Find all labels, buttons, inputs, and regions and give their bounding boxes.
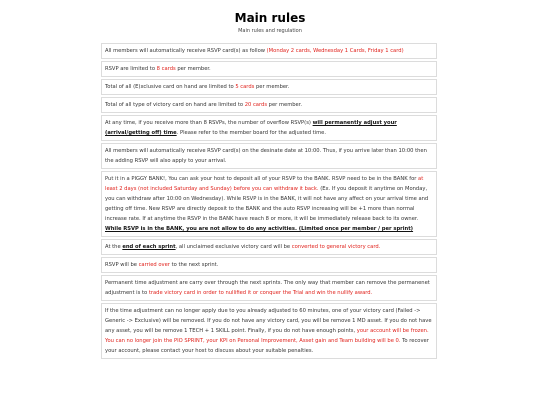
rule-text-segment: (Ex. If you deposit it anytime on Monday, you can withdraw after 10:00 on Wednesday). While RSVP is in the BANK, it will not have any affect on your arrival time and getting off time. New RSVP are directly deposit to the BANK and the auto RSVP increasing will be +1 more than normal increase rate. If at anytime the RSVP in the BANK have reach 8 or more, it will be immediately release back to its owner.: [105, 186, 429, 222]
rule-item: [101, 79, 437, 95]
rule-text-segment: All members will automatically receive RSVP card(s) as follow: [105, 48, 267, 54]
rule-text-segment: will permanently adjust your (arrival/getting off) time: [105, 120, 397, 136]
rule-text-segment: RSVP will be: [105, 262, 139, 268]
page-subtitle: Main rules and regulation: [238, 28, 302, 34]
rule-item: [101, 115, 437, 141]
rule-item: [101, 303, 437, 359]
rule-item: [101, 97, 437, 113]
rule-text-segment: While RSVP is in the BANK, you are not allow to do any activities. (Limited once per member / per sprint): [105, 226, 414, 232]
rule-text-segment: Total of all (E)xclusive card on hand are limited to: [105, 84, 236, 90]
rule-text-segment: carried over: [138, 262, 170, 268]
rule-text-segment: Permanent time adjustment are carry over through the next sprints. The only way that member can remove the permanenet adjustment is to: [105, 280, 430, 296]
rule-text-segment: per member.: [254, 84, 290, 90]
rule-text-segment: . Please refer to the member board for the adjusted time.: [176, 130, 327, 136]
rule-text-segment: Total of all type of victory card on hand are limited to: [105, 102, 245, 108]
rule-text-segment: 8 cards: [156, 66, 176, 72]
rule-text-segment: converted to general victory card.: [291, 244, 381, 250]
rule-item: [101, 61, 437, 77]
rule-text-segment: end of each sprint: [122, 244, 176, 250]
rule-item: [101, 43, 437, 59]
rule-text-segment: 20 cards: [244, 102, 268, 108]
rule-text-segment: RSVP are limited to: [105, 66, 157, 72]
page-title: Main rules: [234, 11, 306, 25]
rule-text-segment: To recover your account, please contact your host to discuss about your suitable penalties.: [105, 338, 429, 354]
rule-item: [101, 275, 437, 301]
rule-text-segment: per member.: [267, 102, 303, 108]
rule-text-segment: to the next sprint.: [169, 262, 219, 268]
rule-text-segment: per member.: [175, 66, 211, 72]
rule-text-segment: Put it in a PIGGY BANK!, You can ask your host to deposit all of your RSVP to the BANK. RSVP need to be in the BANK for: [105, 176, 419, 182]
rule-item: [101, 171, 437, 237]
rule-text-segment: At the: [105, 244, 123, 250]
rule-text-segment: All members will automatically receive RSVP card(s) on the desinate date at 10:00. Thus, if you arrive later than 10:00 then the adding RSVP will also apply to your arrival.: [105, 148, 427, 164]
rule-item: [101, 257, 437, 273]
rule-text-segment: , all unclaimed exclusive victory card will be: [175, 244, 292, 250]
rule-text-segment: (Monday 2 cards, Wednesday 1 Cards, Friday 1 card): [266, 48, 404, 54]
rule-text-segment: your account will be frozen. You can no longer join the PIO SPRINT, your KPI on Personal Improvement, Asset gain and Team building will be 0.: [105, 328, 429, 344]
rule-text-segment: At any time, if you receive more than 8 RSVPs, the number of overflow RSVP(s): [105, 120, 313, 126]
rule-text-segment: trade victory card in order to nullified it or conquer the Trial and win the nullify award.: [148, 290, 373, 296]
rule-text-segment: at least 2 days (not included Saturday and Sunday) before you can withdraw it back.: [105, 176, 424, 192]
rule-item: [101, 143, 437, 169]
rule-text-segment: If the time adjustment can no longer apply due to you already adjusted to 60 minutes, one of your victory card (Failed -> Generic -> Exclusive) will be removed. If you do not have any victory card, you will be remove 1 MD asset. If you do not have any asset, you will be remove 1 TECH + 1 SKILL point. Finally, if you do not have enough points,: [105, 308, 432, 334]
rule-item: [101, 239, 437, 255]
rules-list: [101, 43, 437, 361]
rule-text-segment: 5 cards: [235, 84, 255, 90]
